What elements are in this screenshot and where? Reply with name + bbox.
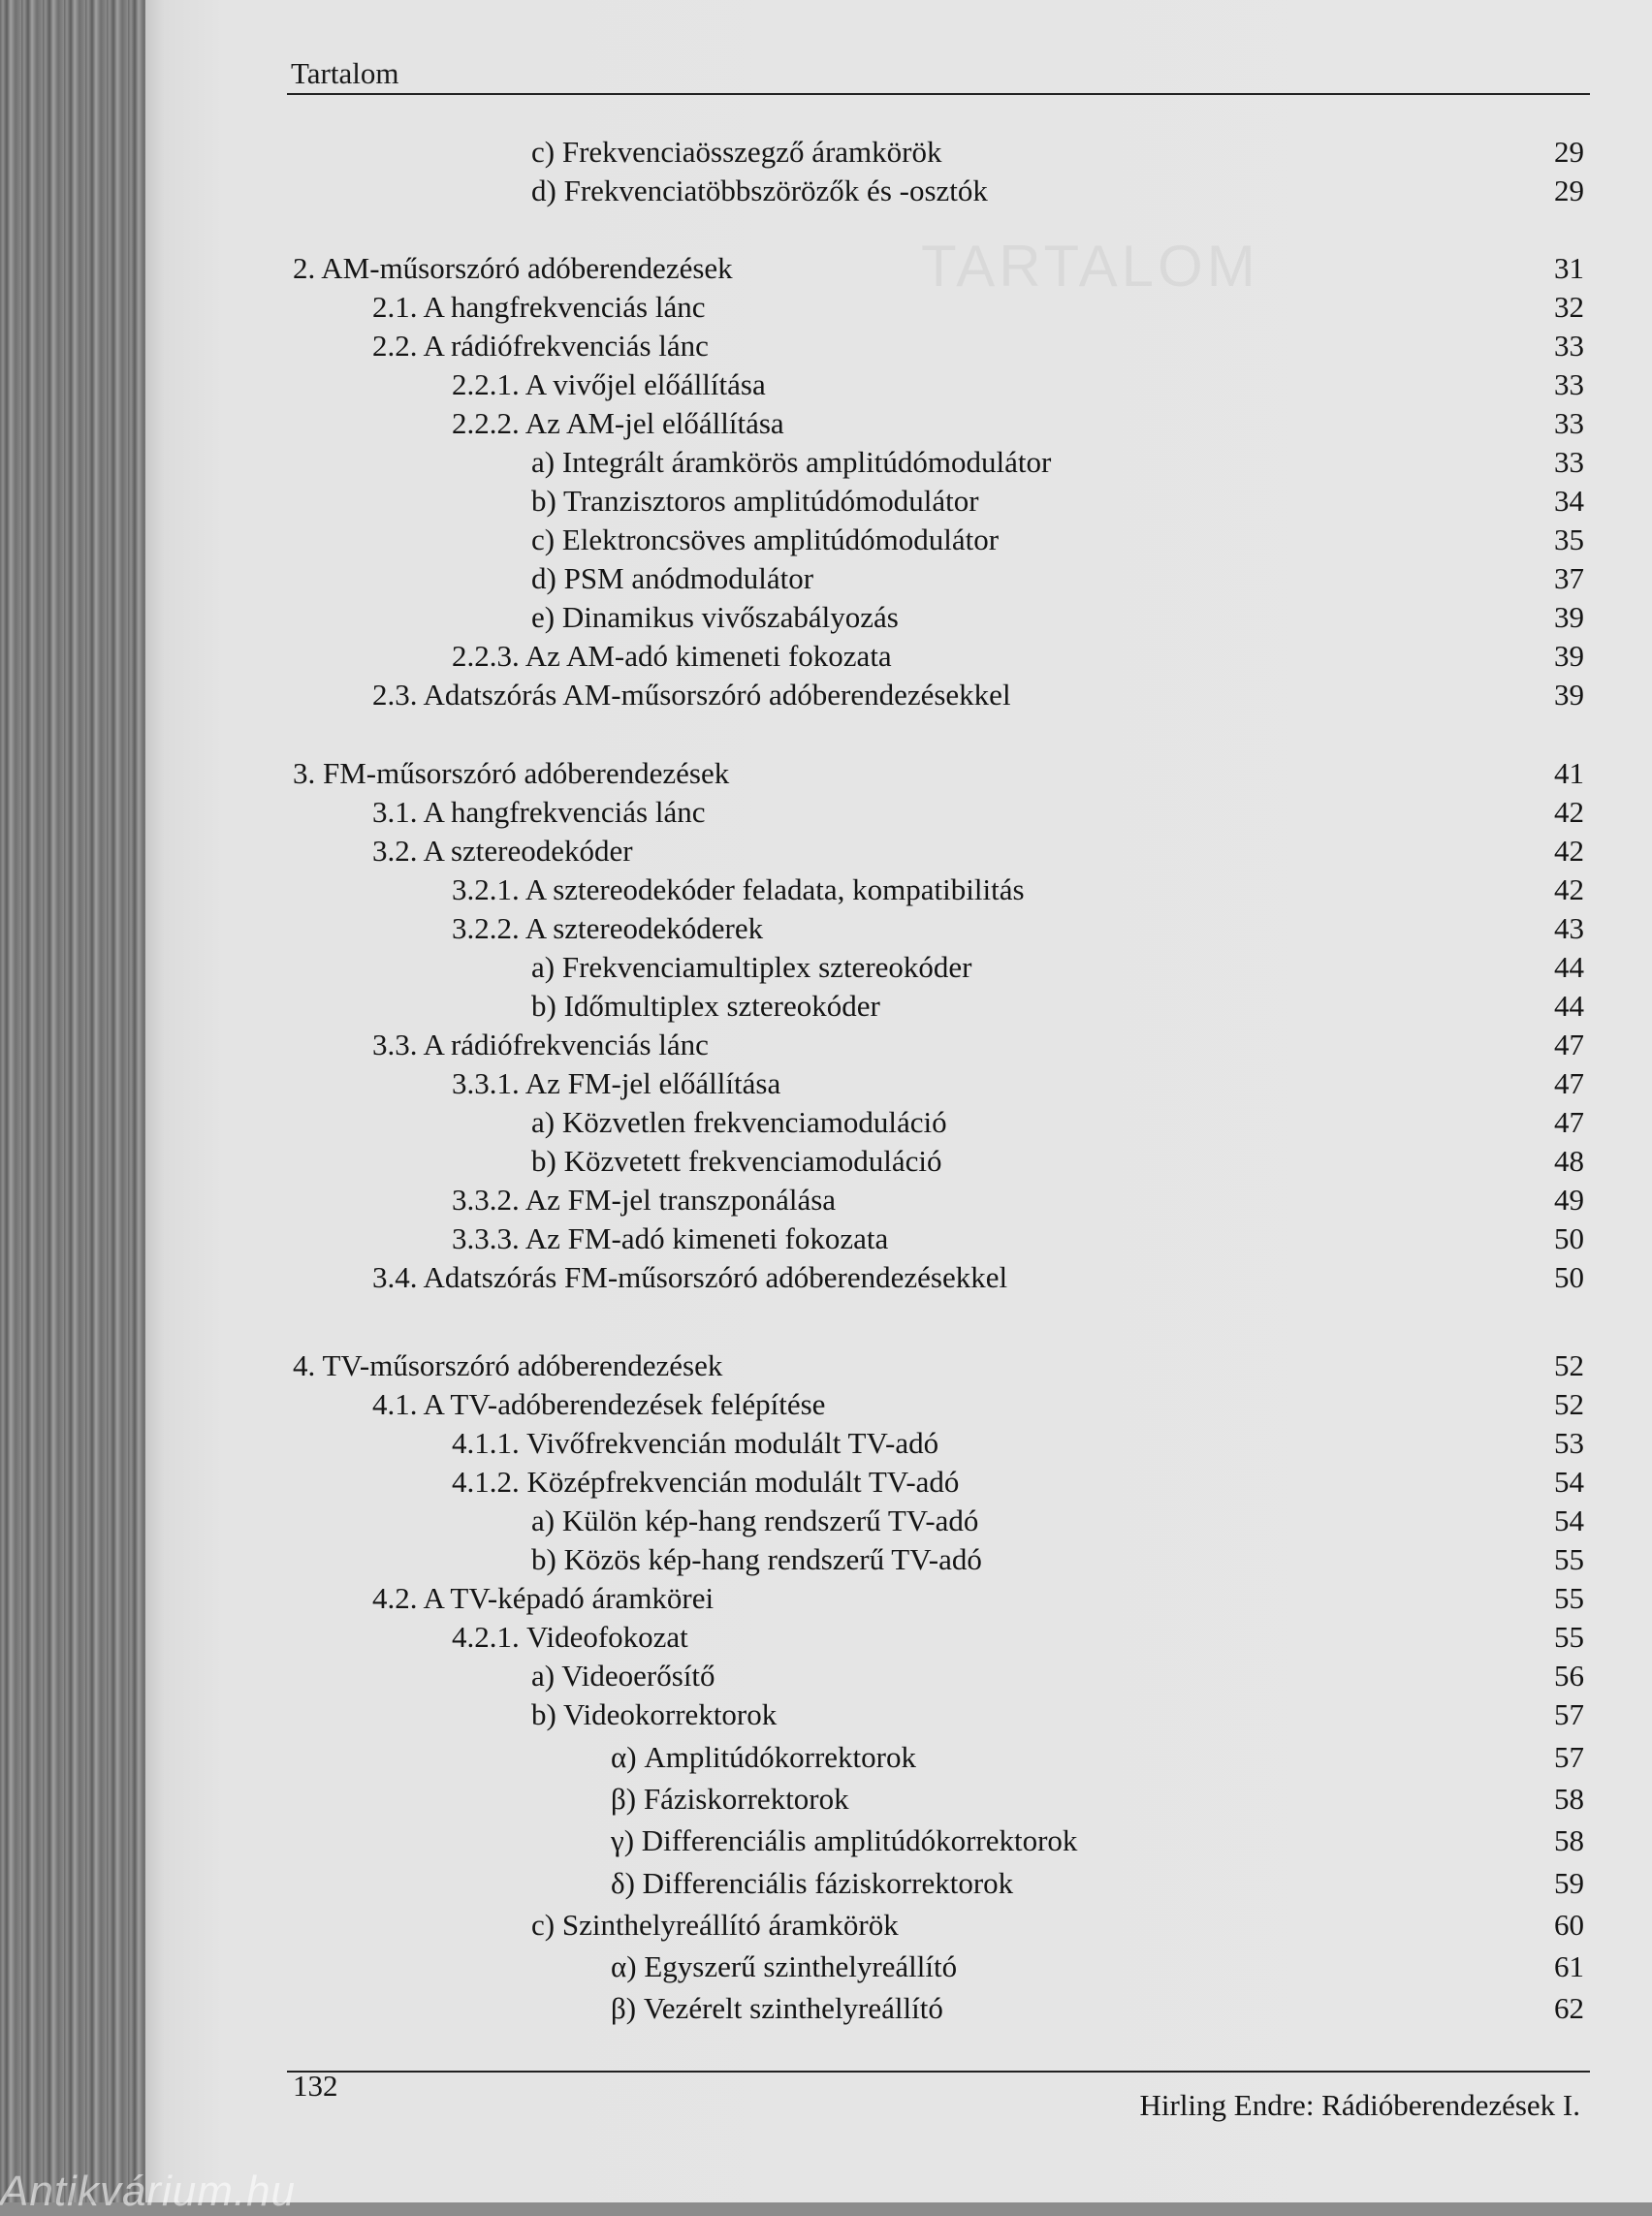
toc-entry-page: 44 (1554, 950, 1584, 984)
toc-entry-title: 4.1. A TV-adóberendezések felépítése (372, 1387, 826, 1421)
toc-entry-title: d) Frekvenciatöbbszörözők és -osztók (531, 174, 988, 207)
toc-entry-title: b) Időmultiplex sztereokóder (531, 989, 880, 1023)
toc-entry-page: 42 (1554, 834, 1584, 868)
toc-entry-title: e) Dinamikus vivőszabályozás (531, 600, 899, 634)
toc-entry (0, 1424, 1652, 1463)
toc-entry-title: 2.1. A hangfrekvenciás lánc (372, 290, 706, 324)
toc-entry (0, 1142, 1652, 1181)
toc-entry-page: 33 (1554, 445, 1584, 479)
toc-entry-title: a) Integrált áramkörös amplitúdómodulátor (531, 445, 1052, 479)
toc-entry (0, 1780, 1652, 1819)
toc-entry-title: c) Szinthelyreállító áramkörök (531, 1908, 899, 1942)
toc-entry-page: 52 (1554, 1348, 1584, 1382)
toc-entry-page: 43 (1554, 911, 1584, 945)
toc-entry-page: 37 (1554, 561, 1584, 595)
toc-entry-page: 55 (1554, 1542, 1584, 1576)
toc-entry-page: 31 (1554, 251, 1584, 285)
toc-entry-page: 42 (1554, 795, 1584, 829)
toc-entry-title: 3.3.2. Az FM-jel transzponálása (452, 1183, 837, 1217)
toc-entry (0, 1579, 1652, 1618)
toc-entry (0, 404, 1652, 443)
toc-entry (0, 559, 1652, 598)
toc-entry-title: 4.1.1. Vivőfrekvencián modulált TV-adó (452, 1426, 939, 1460)
toc-entry-page: 62 (1554, 1991, 1584, 2025)
toc-entry-page: 50 (1554, 1260, 1584, 1294)
toc-entry-title: γ) Differenciális amplitúdókorrektorok (611, 1823, 1078, 1857)
toc-entry (0, 987, 1652, 1026)
toc-entry (0, 1821, 1652, 1860)
toc-entry-title: 3. FM-műsorszóró adóberendezések (293, 756, 730, 790)
toc-entry (0, 909, 1652, 948)
toc-entry-title: 3.2.1. A sztereodekóder feladata, kompatibilitás (452, 872, 1025, 906)
toc-entry-page: 29 (1554, 135, 1584, 169)
toc-entry-page: 55 (1554, 1620, 1584, 1654)
toc-entry (0, 133, 1652, 172)
toc-entry-title: b) Videokorrektorok (531, 1697, 778, 1731)
toc-entry (0, 793, 1652, 832)
toc-entry-title: 2.2.3. Az AM-adó kimeneti fokozata (452, 639, 892, 673)
toc-entry-page: 39 (1554, 678, 1584, 712)
toc-entry-page: 59 (1554, 1866, 1584, 1900)
toc-entry-page: 47 (1554, 1105, 1584, 1139)
toc-entry-title: a) Frekvenciamultiplex sztereokóder (531, 950, 972, 984)
toc-entry-page: 54 (1554, 1504, 1584, 1537)
toc-entry-page: 29 (1554, 174, 1584, 207)
toc-entry-page: 33 (1554, 329, 1584, 363)
toc-entry (0, 1695, 1652, 1734)
toc-entry (0, 443, 1652, 482)
toc-entry-title: 3.2.2. A sztereodekóderek (452, 911, 764, 945)
toc-entry-title: c) Elektroncsöves amplitúdómodulátor (531, 522, 1000, 556)
toc-entry (0, 637, 1652, 676)
toc-entry-page: 47 (1554, 1028, 1584, 1061)
toc-entry (0, 1657, 1652, 1695)
toc-entry (0, 1618, 1652, 1657)
toc-entry (0, 1906, 1652, 1945)
toc-entry (0, 1989, 1652, 2028)
toc-entry-title: b) Közvetett frekvenciamoduláció (531, 1144, 942, 1178)
toc-entry (0, 1540, 1652, 1579)
toc-entry-title: 2.2.1. A vivőjel előállítása (452, 367, 766, 401)
toc-entry-title: 3.2. A sztereodekóder (372, 834, 633, 868)
toc-entry-page: 47 (1554, 1066, 1584, 1100)
watermark: Antikvárium.hu (0, 2168, 297, 2215)
page-number: 132 (293, 2069, 338, 2103)
toc-entry (0, 1864, 1652, 1903)
toc-entry-page: 49 (1554, 1183, 1584, 1217)
toc-entry-title: 3.4. Adatszórás FM-műsorszóró adóberendezésekkel (372, 1260, 1008, 1294)
toc-entry (0, 521, 1652, 559)
toc-entry-page: 39 (1554, 600, 1584, 634)
toc-entry-title: 2. AM-műsorszóró adóberendezések (293, 251, 733, 285)
toc-entry-page: 50 (1554, 1221, 1584, 1255)
toc-entry (0, 172, 1652, 210)
toc-entry (0, 871, 1652, 909)
toc-entry-page: 41 (1554, 756, 1584, 790)
toc-entry-title: 2.2.2. Az AM-jel előállítása (452, 406, 784, 440)
toc-entry-page: 44 (1554, 989, 1584, 1023)
toc-entry-page: 33 (1554, 367, 1584, 401)
toc-entry-page: 35 (1554, 522, 1584, 556)
toc-entry (0, 1463, 1652, 1502)
toc-entry (0, 1346, 1652, 1385)
toc-entry-title: β) Fáziskorrektorok (611, 1782, 849, 1816)
toc-entry (0, 598, 1652, 637)
toc-entry (0, 482, 1652, 521)
toc-entry-page: 55 (1554, 1581, 1584, 1615)
toc-entry-title: α) Egyszerű szinthelyreállító (611, 1949, 958, 1983)
toc-entry-page: 32 (1554, 290, 1584, 324)
toc-entry (0, 1258, 1652, 1297)
footer-rule (287, 2071, 1590, 2073)
toc-entry (0, 754, 1652, 793)
toc-entry-page: 52 (1554, 1387, 1584, 1421)
toc-entry-title: 4.2. A TV-képadó áramkörei (372, 1581, 715, 1615)
book-reference: Hirling Endre: Rádióberendezések I. (1139, 2088, 1580, 2122)
toc-entry-title: 4. TV-műsorszóró adóberendezések (293, 1348, 723, 1382)
toc-entry (0, 1502, 1652, 1540)
toc-entry-page: 39 (1554, 639, 1584, 673)
toc-entry-title: b) Tranzisztoros amplitúdómodulátor (531, 484, 979, 518)
toc-entry-title: 4.2.1. Videofokozat (452, 1620, 688, 1654)
toc-entry (0, 832, 1652, 871)
toc-entry-title: d) PSM anódmodulátor (531, 561, 814, 595)
toc-entry-page: 54 (1554, 1465, 1584, 1499)
toc-entry-page: 57 (1554, 1697, 1584, 1731)
toc-entry-page: 56 (1554, 1659, 1584, 1693)
toc-entry-page: 33 (1554, 406, 1584, 440)
toc-entry-title: β) Vezérelt szinthelyreállító (611, 1991, 943, 2025)
toc-entry-page: 58 (1554, 1823, 1584, 1857)
toc-entry-page: 42 (1554, 872, 1584, 906)
toc-entry-page: 57 (1554, 1740, 1584, 1774)
toc-entry-title: 3.1. A hangfrekvenciás lánc (372, 795, 706, 829)
running-header: Tartalom (291, 56, 399, 90)
toc-entry (0, 327, 1652, 365)
header-rule (287, 93, 1590, 95)
toc-entry-title: 4.1.2. Középfrekvencián modulált TV-adó (452, 1465, 960, 1499)
toc-entry-title: a) Közvetlen frekvenciamoduláció (531, 1105, 947, 1139)
toc-entry-title: 3.3.1. Az FM-jel előállítása (452, 1066, 781, 1100)
toc-entry-page: 34 (1554, 484, 1584, 518)
bleed-through-heading: TARTALOM (921, 234, 1259, 299)
toc-entry (0, 948, 1652, 987)
toc-entry-page: 58 (1554, 1782, 1584, 1816)
toc-entry-title: a) Videoerősítő (531, 1659, 715, 1693)
toc-entry-page: 60 (1554, 1908, 1584, 1942)
toc-entry-title: 2.2. A rádiófrekvenciás lánc (372, 329, 709, 363)
toc-entry (0, 1181, 1652, 1219)
toc-entry-title: δ) Differenciális fáziskorrektorok (611, 1866, 1014, 1900)
toc-entry-page: 53 (1554, 1426, 1584, 1460)
toc-entry (0, 1103, 1652, 1142)
toc-entry-page: 61 (1554, 1949, 1584, 1983)
toc-entry (0, 1219, 1652, 1258)
toc-entry (0, 1947, 1652, 1986)
toc-entry-page: 48 (1554, 1144, 1584, 1178)
toc-entry-title: α) Amplitúdókorrektorok (611, 1740, 916, 1774)
toc-entry-title: 3.3. A rádiófrekvenciás lánc (372, 1028, 709, 1061)
toc-entry (0, 1738, 1652, 1777)
toc-entry (0, 1064, 1652, 1103)
toc-entry-title: 2.3. Adatszórás AM-műsorszóró adóberendezésekkel (372, 678, 1011, 712)
toc-entry-title: 3.3.3. Az FM-adó kimeneti fokozata (452, 1221, 889, 1255)
toc-entry (0, 288, 1652, 327)
toc-entry (0, 365, 1652, 404)
toc-entry-title: a) Külön kép-hang rendszerű TV-adó (531, 1504, 979, 1537)
toc-entry (0, 1026, 1652, 1064)
toc-entry-title: b) Közös kép-hang rendszerű TV-adó (531, 1542, 982, 1576)
toc-entry-title: c) Frekvenciaösszegző áramkörök (531, 135, 942, 169)
toc-entry (0, 249, 1652, 288)
toc-entry (0, 676, 1652, 714)
toc-entry (0, 1385, 1652, 1424)
